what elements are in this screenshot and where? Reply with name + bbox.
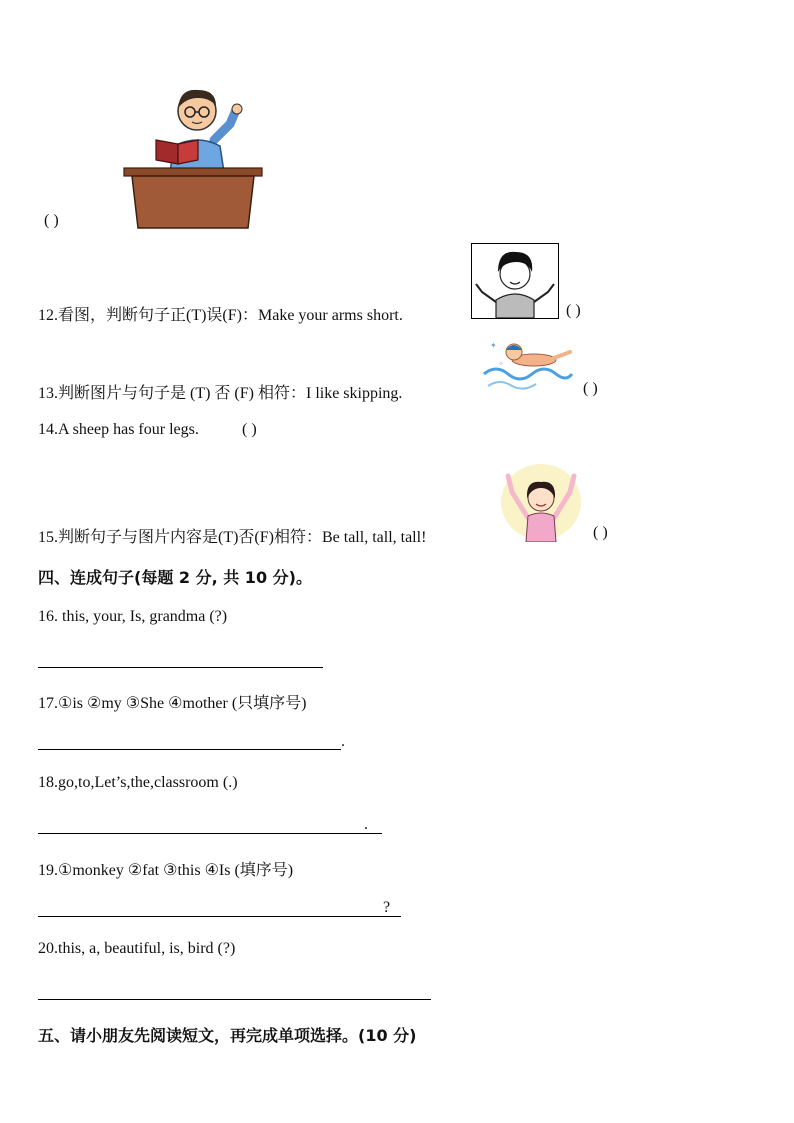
answer-end-18: . — [364, 816, 368, 833]
question-12: 12.看图，判断句子正(T)误(F)：Make your arms short. — [38, 307, 403, 324]
question-13: 13.判断图片与句子是 (T) 否 (F) 相符：I like skipping. — [38, 385, 403, 402]
shrugging-child-icon — [471, 243, 559, 319]
answer-line-20[interactable] — [38, 999, 431, 1000]
answer-paren-top[interactable]: ( ) — [44, 212, 59, 229]
question-18: 18.go,to,Let’s,the,classroom (.) — [38, 774, 238, 791]
question-14: 14.A sheep has four legs. — [38, 421, 199, 438]
teacher-at-desk-icon — [118, 84, 268, 230]
svg-text:✦: ✦ — [490, 341, 497, 350]
swimming-child-icon — [482, 334, 574, 394]
answer-line-18[interactable] — [38, 833, 382, 834]
question-19: 19.①monkey ②fat ③this ④Is (填序号) — [38, 862, 294, 879]
answer-paren-12[interactable]: ( ) — [566, 302, 581, 319]
section-5-title: 五、请小朋友先阅读短文，再完成单项选择。(10 分) — [38, 1026, 417, 1045]
answer-paren-15[interactable]: ( ) — [593, 524, 608, 541]
answer-end-19: ? — [383, 899, 391, 916]
answer-paren-13[interactable]: ( ) — [583, 380, 598, 397]
answer-line-16[interactable] — [38, 667, 323, 668]
question-17: 17.①is ②my ③She ④mother (只填序号) — [38, 695, 307, 712]
svg-text:✧: ✧ — [498, 360, 504, 368]
question-16: 16. this, your, Is, grandma (?) — [38, 608, 228, 625]
answer-end-17: . — [341, 733, 345, 750]
answer-paren-14[interactable]: ( ) — [242, 421, 257, 438]
girl-arms-up-icon — [498, 458, 584, 542]
answer-line-17[interactable] — [38, 749, 341, 750]
answer-line-19[interactable] — [38, 916, 401, 917]
section-4-title: 四、连成句子(每题 2 分, 共 10 分)。 — [38, 568, 312, 587]
question-15: 15.判断句子与图片内容是(T)否(F)相符：Be tall, tall, tall! — [38, 529, 427, 546]
question-20: 20.this, a, beautiful, is, bird (?) — [38, 940, 236, 957]
